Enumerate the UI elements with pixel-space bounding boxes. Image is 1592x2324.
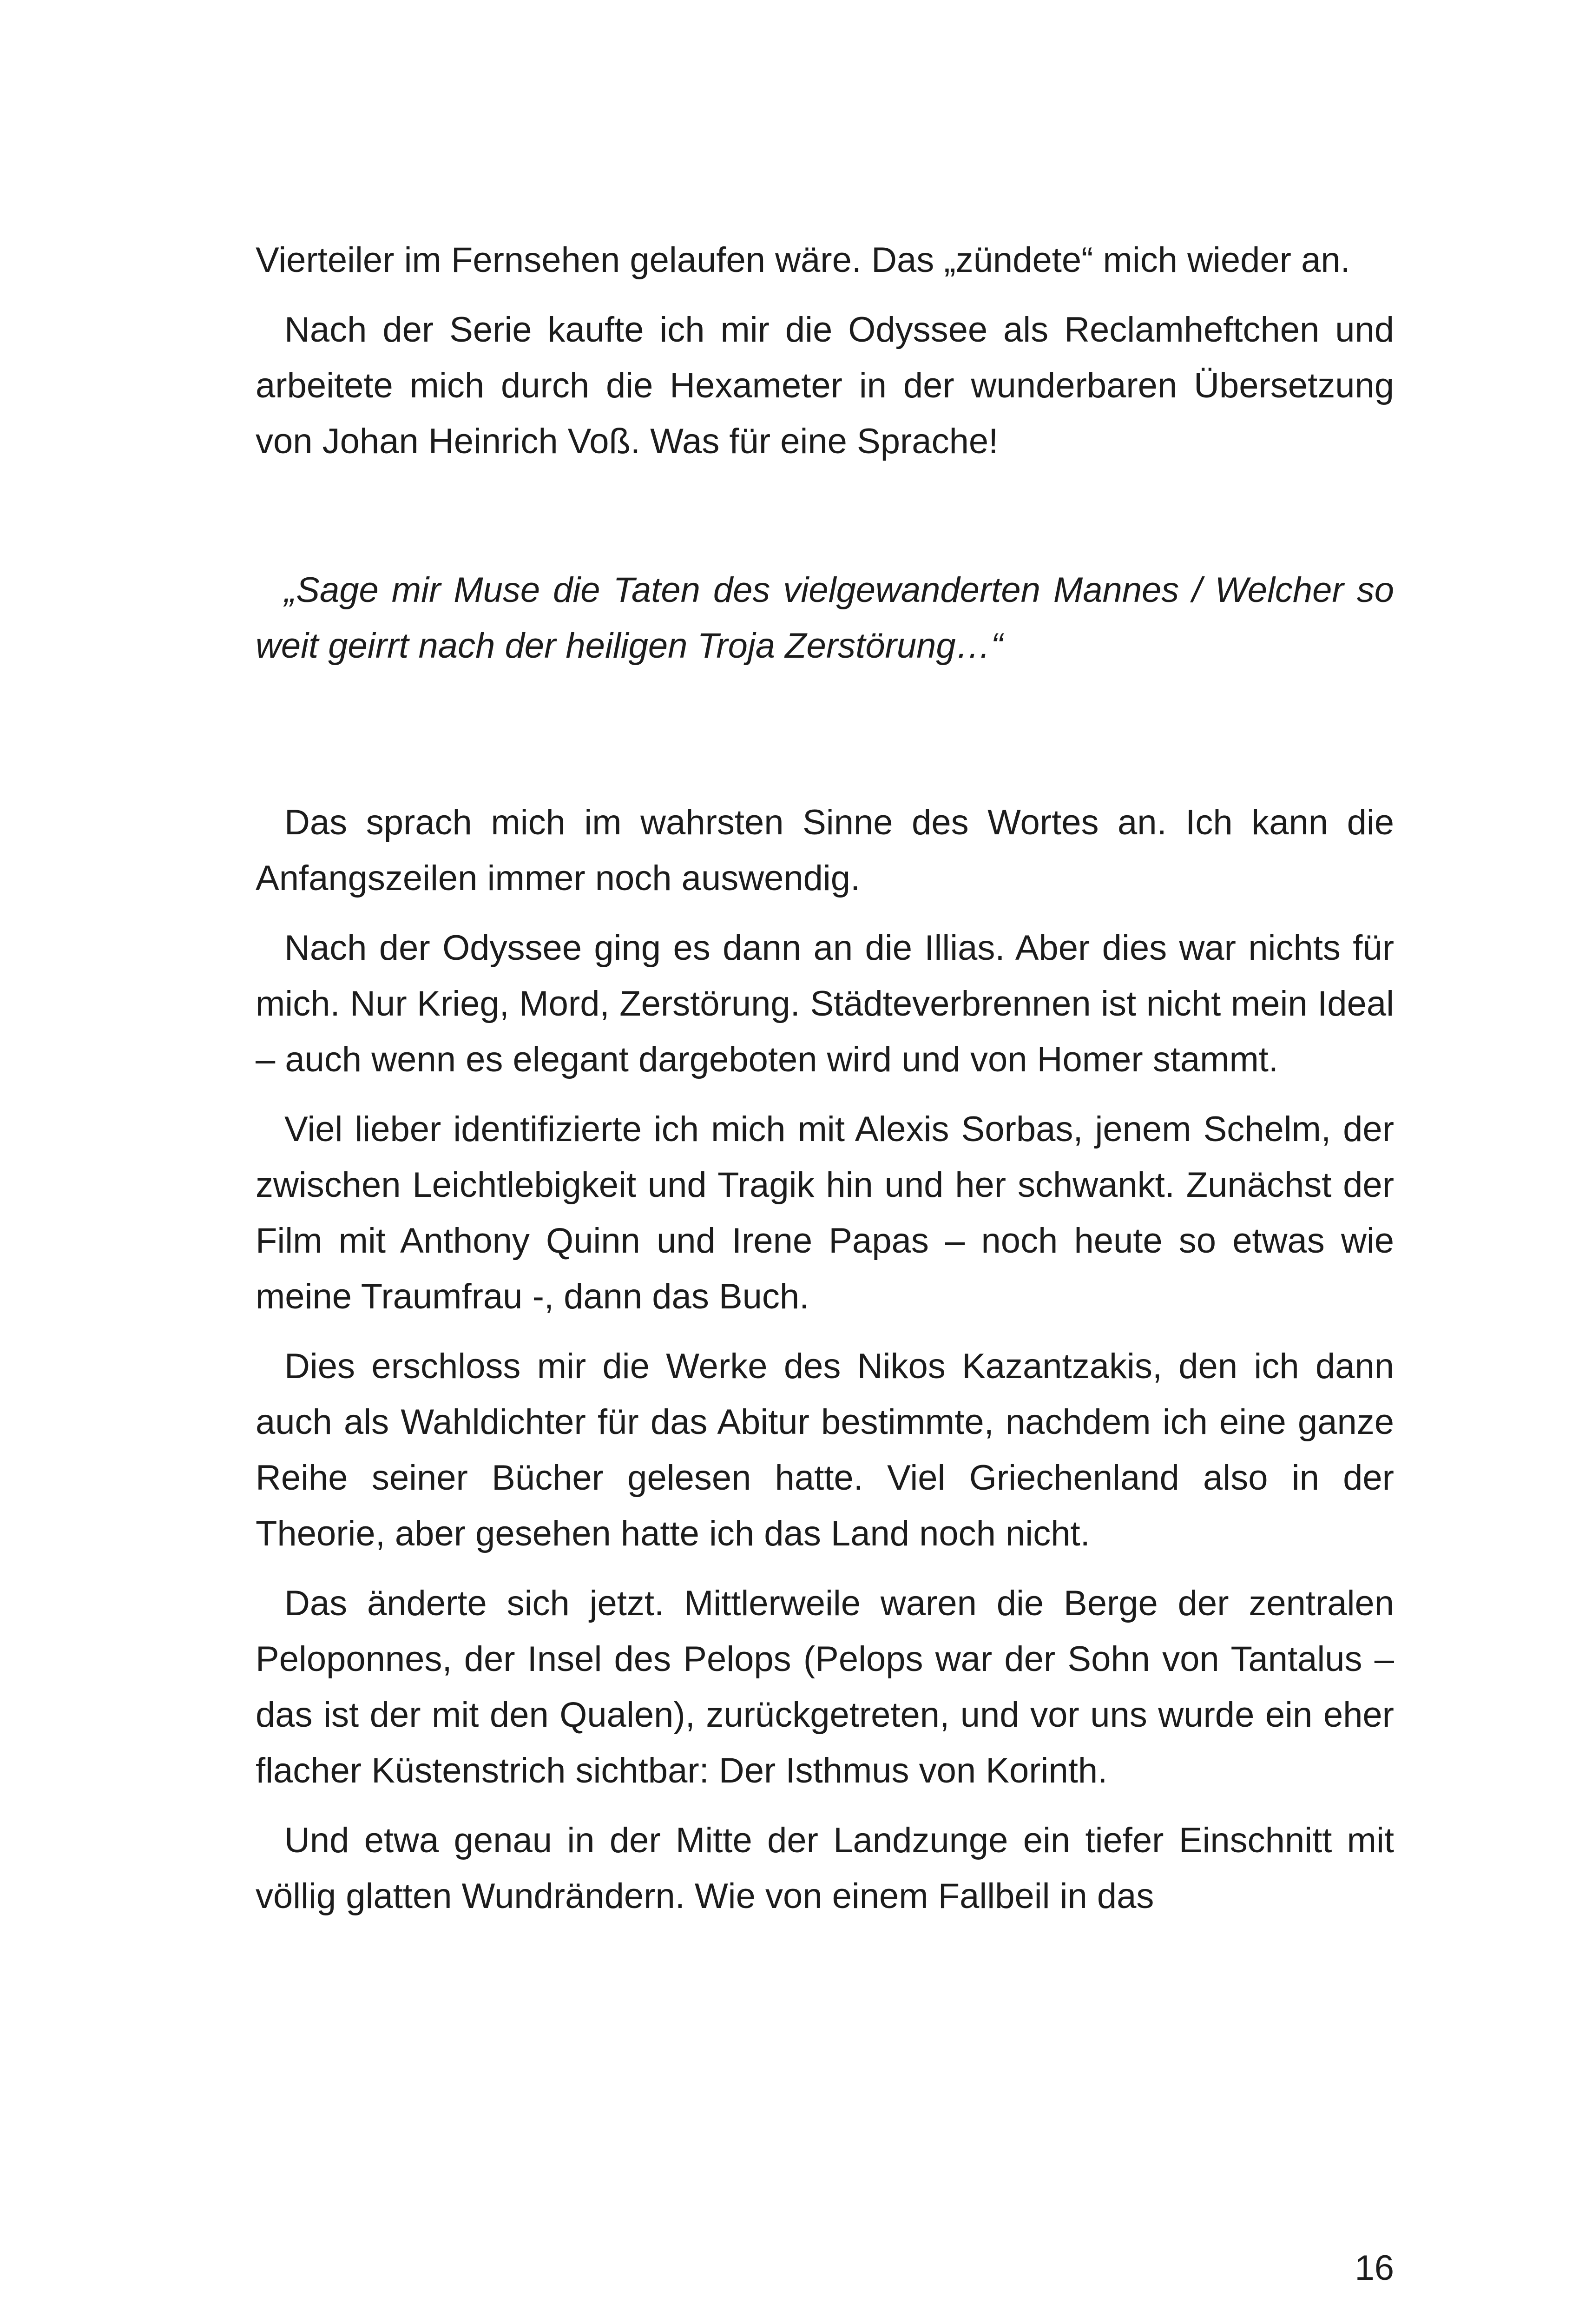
- paragraph-kazantzakis: Dies erschloss mir die Werke des Nikos Kazantzakis, den ich dann auch als Wahldichter für das Abitur bestimmte, nachdem ich eine ganze Reihe seiner Bücher gelesen hatte. Viel Griechenland also in der Theorie, aber gesehen hatte ich das Land noch nicht.: [256, 1347, 1394, 1553]
- page-body: [256, 232, 1394, 1938]
- quote-odyssey-opening: „Sage mir Muse die Taten des vielgewanderten Mannes / Welcher so weit geirrt nach der heiligen Troja Zerstörung…“: [256, 570, 1394, 666]
- paragraph-isthmus: Das änderte sich jetzt. Mittlerweile waren die Berge der zentralen Peloponnes, der Insel des Pelops (Pelops war der Sohn von Tantalus – das ist der mit den Qualen), zurückgetreten, und vor uns wurde ein eher flacher Küstenstrich sichtbar: Der Isthmus von Korinth.: [256, 1584, 1394, 1790]
- paragraph-illias: Nach der Odyssee ging es dann an die Illias. Aber dies war nichts für mich. Nur Krieg, Mord, Zerstörung. Städteverbrennen ist nicht mein Ideal – auch wenn es elegant dargeboten wird und von Homer stammt.: [256, 928, 1394, 1079]
- paragraph-odyssey-reclam: Nach der Serie kaufte ich mir die Odyssee als Reclamheftchen und arbeitete mich durch die Hexameter in der wunderbaren Übersetzung von Johan Heinrich Voß. Was für eine Sprache!: [256, 310, 1394, 461]
- paragraph-alexis-sorbas: Viel lieber identifizierte ich mich mit Alexis Sorbas, jenem Schelm, der zwischen Leichtlebigkeit und Tragik hin und her schwankt. Zunächst der Film mit Anthony Quinn und Irene Papas – noch heute so etwas wie meine Traumfrau -, dann das Buch.: [256, 1109, 1394, 1316]
- paragraph-anfangszeilen: Das sprach mich im wahrsten Sinne des Wortes an. Ich kann die Anfangszeilen immer noch auswendig.: [256, 803, 1394, 898]
- paragraph-einschnitt: Und etwa genau in der Mitte der Landzunge ein tiefer Einschnitt mit völlig glatten Wundrändern. Wie von einem Fallbeil in das: [256, 1821, 1394, 1916]
- page-number: 16: [1355, 2248, 1394, 2288]
- paragraph-continuation: Vierteiler im Fernsehen gelaufen wäre. Das „zündete“ mich wieder an.: [256, 240, 1350, 280]
